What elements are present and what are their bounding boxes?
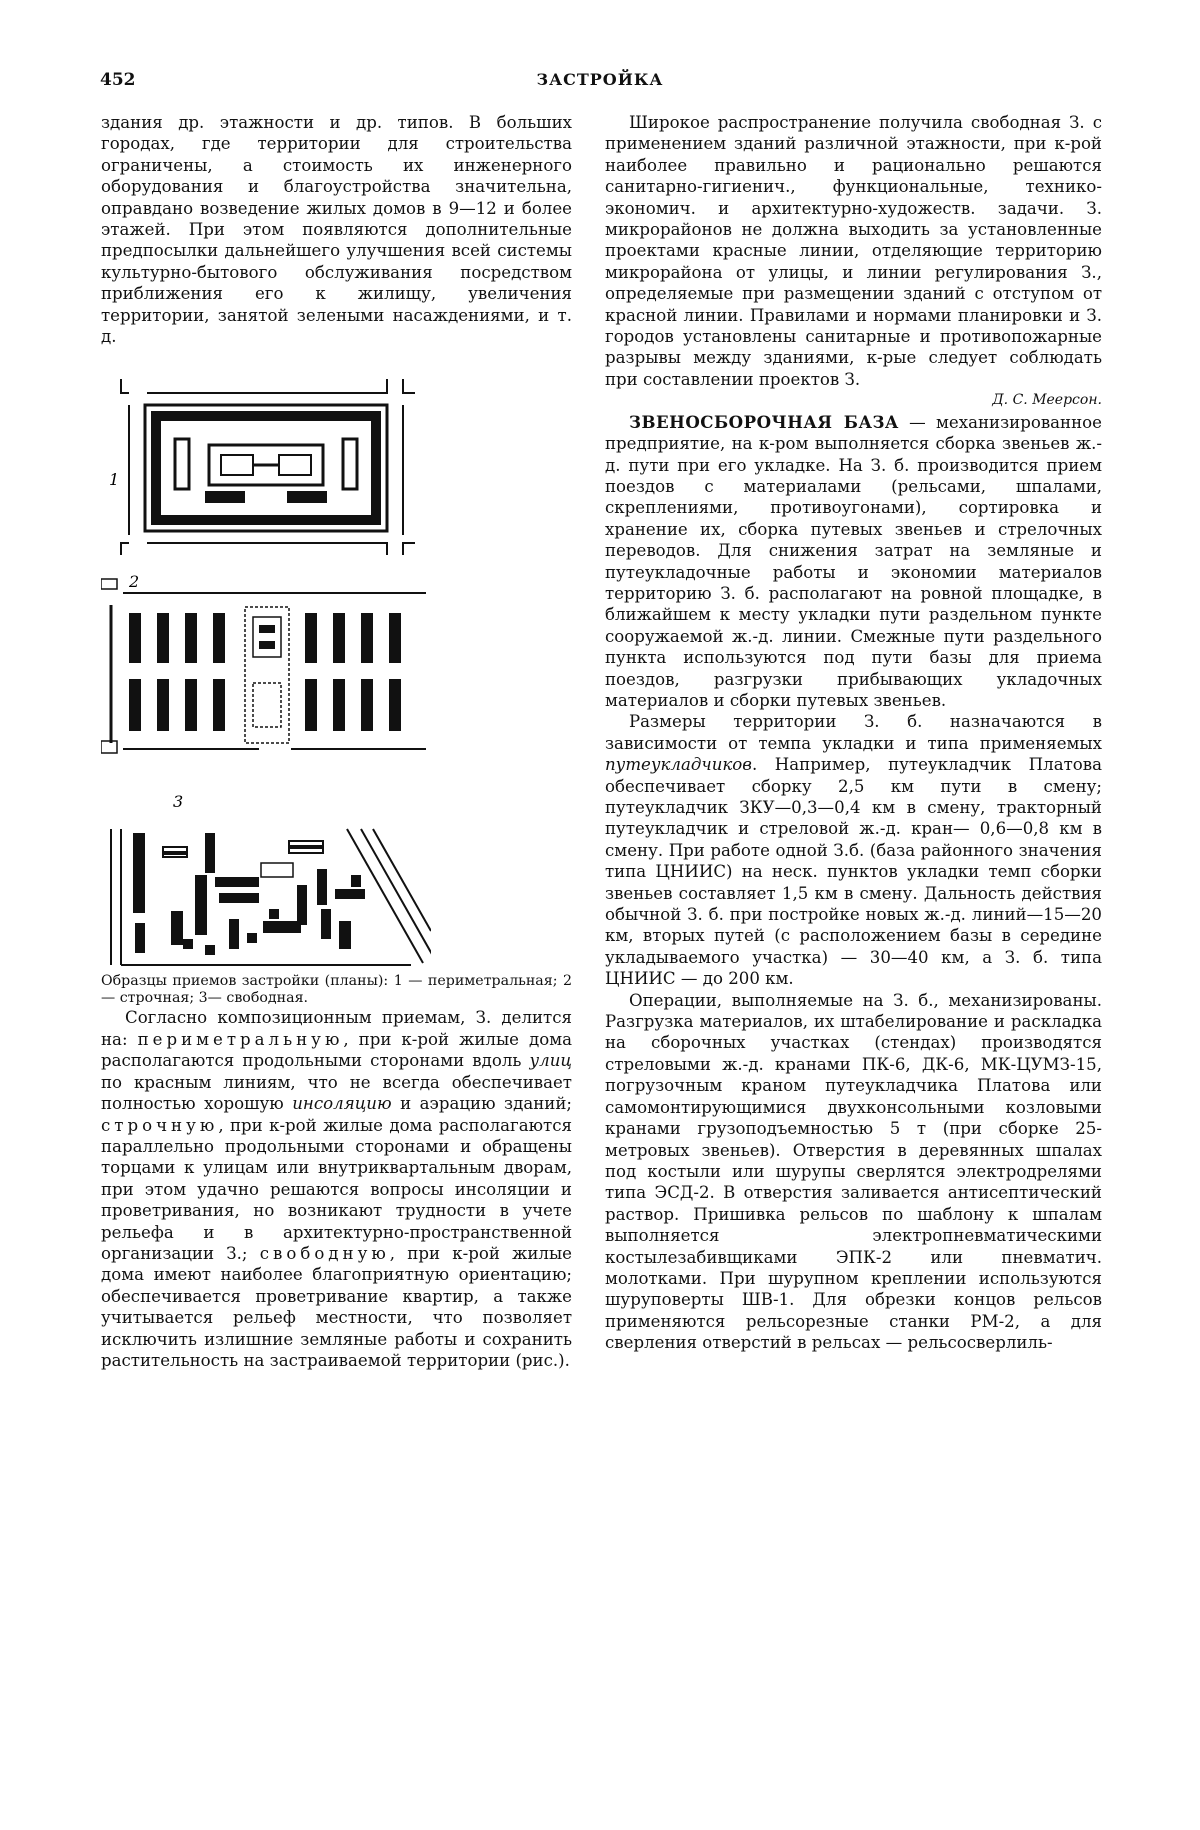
entry-title: ЗВЕНОСБОРОЧНАЯ БАЗА xyxy=(629,411,899,432)
page-number: 452 xyxy=(100,70,136,90)
plan-perimeter xyxy=(109,379,415,555)
p2-text-e: , при к-рой жилые дома располагаются параллельно продольными сторонами и обращены торцами к улицам или внутриквартальным дворам, при этом удачно решаются вопросы инсоляции и проветривания, но возникают трудности в учете рельефа и в архитектурно-пространственной организации З.; xyxy=(101,1115,572,1263)
left-paragraph-1: здания др. этажности и др. типов. В больших городах, где территории для строительства ограничены, а стоимость их инженерного оборудования и благоустройства значительна, оправдано возведение жилых домов в 9—12 и более этажей. При этом появляются дополнительные предпосылки дальнейшего улучшения всей системы культурно-бытового обслуживания посредством приближения его к жилищу, увеличения территории, занятой зелеными насаждениями, и т. д. xyxy=(101,113,572,347)
left-column xyxy=(101,112,572,1371)
entry-text: — механизированное предприятие, на к-ром выполняется сборка звеньев ж.-д. пути при его укладке. На З. б. производится прием поездов с материалами (рельсами, шпалами, скреплениями, противоугонами), сортировка и хранение их, сборка путевых звеньев и стрелочных переводов. Для снижения затрат на земляные и путеукладочные работы и экономии материалов территорию З. б. располагают на ровной площадке, в ближайшем к месту укладки пути раздельном пункте сооружаемой ж.-д. линии. Смежные пути раздельного пункта используются под пути базы для приема поездов, разгрузки прибывающих укладочных материалов и сборки путевых звеньев. xyxy=(605,412,1102,710)
p2-text-c: по красным линиям, что не всегда обеспечивает полностью хорошую xyxy=(101,1072,572,1114)
p2-text-b: , при к-рой жилые дома располагаются продольными сторонами вдоль xyxy=(101,1029,572,1071)
term-perimeter: периметральную xyxy=(137,1029,344,1049)
p2-text-a: Согласно композиционным приемам, З. делится на: xyxy=(101,1008,572,1049)
right-column xyxy=(605,112,1102,1354)
p3-text-b: . Например, путеукладчик Платова обеспечивает сборку 2,5 км пути в смену; путеукладчик ЗКУ—0,3—0,4 км в смену, тракторный путеукладчик и стреловой ж.-д. кран— 0,6—0,8 км в смену. При работе одной З.б. (база районного значения типа ЦНИИС) на неск. пунктов укладки темп сборки звеньев составляет 1,5 км в смену. Дальность действия обычной З. б. при постройке новых ж.-д. линий—15—20 км, вторых путей (с расположением базы в середине укладываемого участка) — 30—40 км, а З. б. типа ЦНИИС — до 200 км. xyxy=(605,755,1102,989)
term-free: свободную xyxy=(259,1243,390,1263)
layout-plans-svg xyxy=(101,373,431,973)
plan-free xyxy=(111,792,431,973)
plan-2-label: 2 xyxy=(129,572,140,592)
right-paragraph-1: Широкое распространение получила свободная З. с применением зданий различной этажности, при к-рой наиболее правильно и рационально решаются санитарно-гигиенич., функциональные, технико-экономич. и архитектурно-художеств. задачи. З. микрорайонов не должна выходить за установленные проектами красные линии, отделяющие территорию микрорайона от улицы, и линии регулирования З., определяемые при размещении зданий с отступом от красной линии. Правилами и нормами планировки и З. городов установлены санитарные и противопожарные разрывы между зданиями, к-рые следует соблюдать при составлении проектов З. xyxy=(605,113,1102,389)
right-paragraph-3 xyxy=(605,711,1102,989)
right-paragraph-4: Операции, выполняемые на З. б., механизированы. Разгрузка материалов, их штабелирование и раскладка на сборочных участках (стендах) производятся стреловыми ж.-д. кранами ПК-6, ДК-6, МК-ЦУМЗ-15, погрузочным краном путеукладчика Платова или самомонтирующимися двухконсольными козловыми кранами грузоподъемностью 5 т (при сборке 25-метровых звеньев). Отверстия в деревянных шпалах под костыли или шурупы сверлятся электродрелями типа ЭСД-2. В отверстия заливается антисептический раствор. Пришивка рельсов по шаблону к шпалам выполняется электропневматическими костылезабивщиками ЭПК-2 или пневматич. молотками. При шурупном креплении используются шуруповерты ШВ-1. Для обрезки концов рельсов применяются рельсорезные станки РМ-2, а для сверления отверстий в рельсах — рельсосверлиль- xyxy=(605,990,1102,1353)
term-streets: улиц xyxy=(529,1051,572,1071)
figure-caption: Образцы приемов застройки (планы): 1 — периметральная; 2— строчная; 3— свободная. xyxy=(101,973,572,1007)
left-paragraph-2 xyxy=(101,1007,572,1371)
term-track-layers: путеукладчиков xyxy=(605,755,752,775)
term-row: строчную xyxy=(101,1115,219,1135)
plan-1-label: 1 xyxy=(109,470,120,490)
p2-text-f: , при к-рой жилые дома имеют наиболее благоприятную ориентацию; обеспечивается проветривание квартир, а также учитывается рельеф местности, что позволяет исключить излишние земляные работы и сохранить растительность на застраиваемой территории (рис.). xyxy=(101,1243,573,1370)
plan-3-label: 3 xyxy=(173,792,184,812)
term-insolation: инсоляцию xyxy=(292,1094,392,1114)
plan-row xyxy=(101,572,426,753)
entry-zvenosborochnaya-baza xyxy=(605,412,1102,712)
p2-text-d: и аэрацию зданий; xyxy=(391,1094,572,1114)
p3-text-a: Размеры территории З. б. назначаются в зависимости от темпа укладки и типа применяемых xyxy=(605,712,1102,753)
running-head: ЗАСТРОЙКА xyxy=(536,70,664,89)
building-layout-figure xyxy=(101,373,572,973)
author-signature: Д. С. Меерсон. xyxy=(992,392,1102,409)
